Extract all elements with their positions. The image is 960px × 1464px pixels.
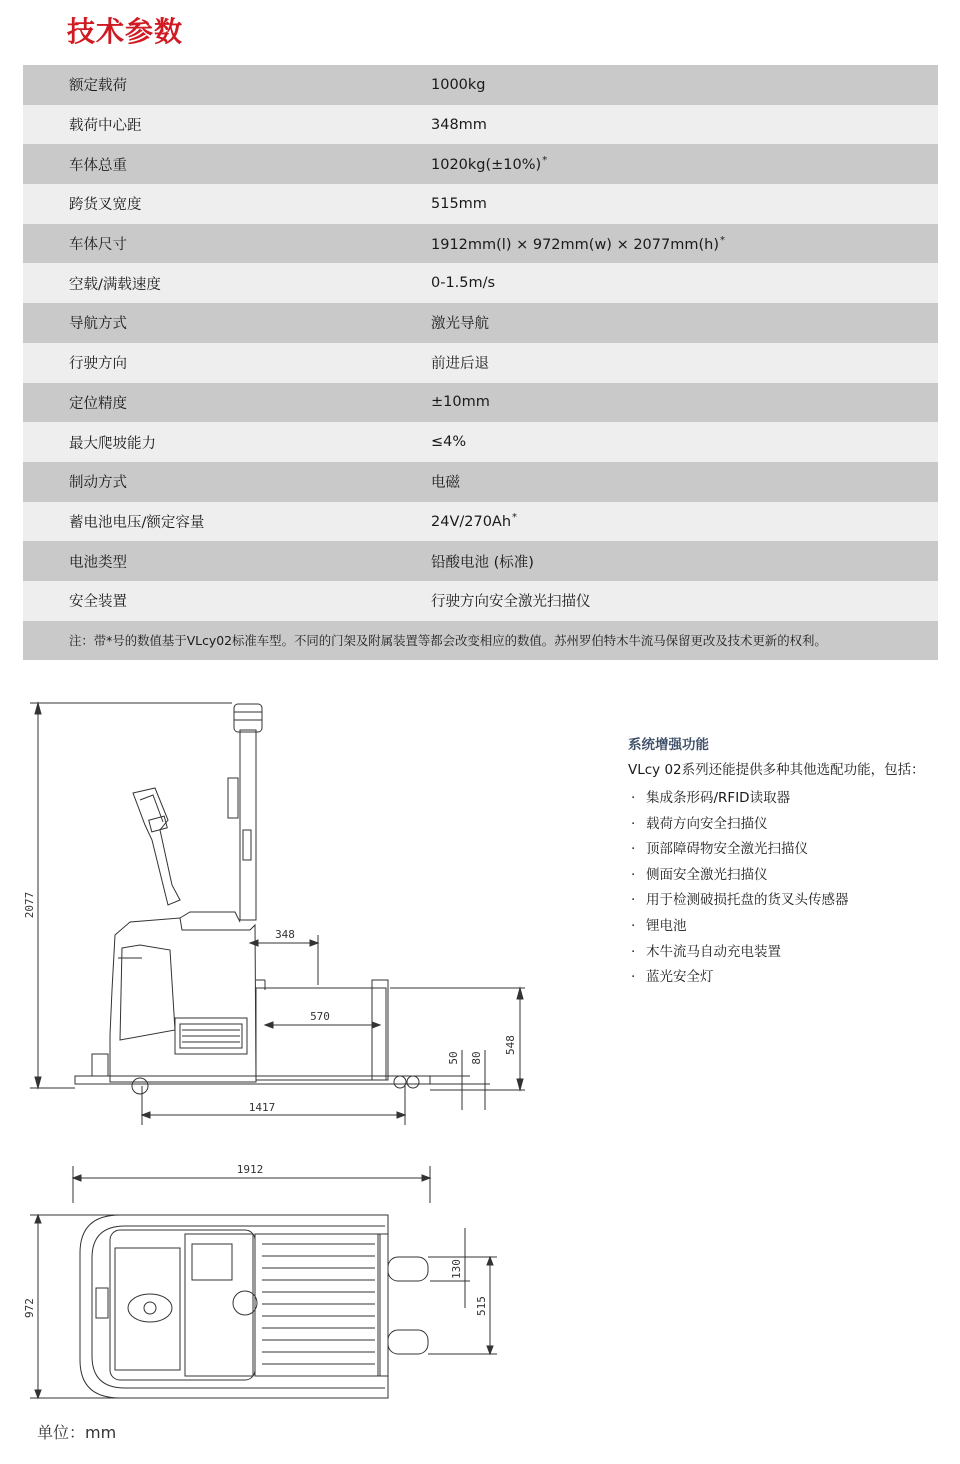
spec-value	[431, 551, 938, 572]
dim-570: 570	[310, 1010, 330, 1023]
dim-130: 130	[450, 1259, 463, 1279]
spec-label: 定位精度	[69, 395, 127, 412]
spec-label: 最大爬坡能力	[69, 435, 156, 452]
spec-label: 车体总重	[69, 157, 127, 174]
features-list	[628, 786, 938, 991]
spec-value	[431, 394, 938, 410]
spec-value-text: 激光导航	[431, 316, 489, 333]
spec-label: 安全装置	[69, 594, 127, 611]
spec-label: 跨货叉宽度	[69, 197, 142, 214]
spec-row	[23, 541, 938, 581]
spec-value	[431, 196, 938, 212]
spec-value	[431, 312, 938, 333]
spec-row	[23, 144, 938, 184]
feature-item: · 载荷方向安全扫描仪	[628, 812, 938, 838]
spec-value-text: 铅酸电池 (标准)	[431, 554, 534, 571]
feature-item: · 侧面安全激光扫描仪	[628, 863, 938, 889]
spec-value	[431, 77, 938, 93]
footnote-marker: *	[719, 234, 725, 246]
spec-value	[431, 352, 938, 373]
spec-value	[431, 512, 938, 530]
spec-value-text: 1000kg	[431, 76, 486, 93]
spec-row	[23, 65, 938, 105]
spec-value-text: 515mm	[431, 195, 487, 212]
spec-row	[23, 303, 938, 343]
spec-note: 注：带*号的数值基于VLcy02标准车型。不同的门架及附属装置等都会改变相应的数值。苏州罗伯特木牛流马保留更改及技术更新的权利。	[23, 621, 938, 660]
feature-item: · 顶部障碍物安全激光扫描仪	[628, 837, 938, 863]
top-view-drawing	[0, 1158, 520, 1408]
spec-value-text: 348mm	[431, 116, 487, 133]
feature-item: · 用于检测破损托盘的货叉头传感器	[628, 888, 938, 914]
spec-label: 导航方式	[69, 316, 127, 333]
dim-348: 348	[275, 928, 295, 941]
spec-value-text: 1020kg(±10%)	[431, 157, 542, 174]
spec-row	[23, 422, 938, 462]
dim-515: 515	[475, 1296, 488, 1316]
spec-value-text: ±10mm	[431, 394, 490, 411]
footnote-marker: *	[512, 512, 518, 524]
features-intro: VLcy 02系列还能提供多种其他选配功能，包括：	[628, 762, 925, 778]
spec-value-text: 行驶方向安全激光扫描仪	[431, 594, 591, 611]
spec-value-text: ≤4%	[431, 434, 467, 451]
spec-label: 车体尺寸	[69, 237, 127, 254]
spec-label: 额定载荷	[69, 78, 127, 95]
footnote-marker: *	[542, 155, 548, 167]
spec-value	[431, 434, 938, 450]
dim-1417: 1417	[248, 1101, 276, 1114]
spec-label: 行驶方向	[69, 356, 127, 373]
side-view-drawing	[0, 690, 560, 1130]
features-title: 系统增强功能	[628, 737, 709, 753]
spec-row	[23, 224, 938, 264]
spec-value-text: 0-1.5m/s	[431, 275, 496, 292]
spec-value-text: 1912mm(l) × 972mm(w) × 2077mm(h)	[431, 236, 719, 253]
spec-value-text: 24V/270Ah	[431, 514, 512, 531]
dim-50: 50	[447, 1051, 460, 1065]
dim-972: 972	[23, 1298, 36, 1318]
spec-value	[431, 155, 938, 173]
unit-label: 单位：mm	[37, 1423, 117, 1442]
spec-value	[431, 590, 938, 611]
spec-label: 蓄电池电压/额定容量	[69, 514, 205, 531]
features-panel	[628, 733, 938, 991]
spec-row	[23, 184, 938, 224]
spec-row	[23, 581, 938, 621]
spec-value	[431, 471, 938, 492]
dim-548: 548	[504, 1035, 517, 1055]
dim-80: 80	[470, 1051, 483, 1065]
spec-label: 空载/满载速度	[69, 276, 161, 293]
spec-value	[431, 275, 938, 291]
feature-item: · 锂电池	[628, 914, 938, 940]
spec-label: 电池类型	[69, 554, 127, 571]
spec-row	[23, 105, 938, 145]
spec-label: 载荷中心距	[69, 118, 142, 135]
spec-row	[23, 462, 938, 502]
spec-row	[23, 263, 938, 303]
spec-table	[23, 65, 938, 660]
dim-2077: 2077	[23, 891, 36, 919]
spec-row	[23, 383, 938, 423]
feature-item: · 木牛流马自动充电装置	[628, 940, 938, 966]
spec-row	[23, 343, 938, 383]
feature-item: · 蓝光安全灯	[628, 965, 938, 991]
spec-value	[431, 117, 938, 133]
spec-label: 制动方式	[69, 475, 127, 492]
spec-value	[431, 235, 938, 253]
spec-row	[23, 502, 938, 542]
spec-value-text: 电磁	[431, 475, 460, 492]
page-title: 技术参数	[67, 15, 184, 48]
feature-item: · 集成条形码/RFID读取器	[628, 786, 938, 812]
spec-value-text: 前进后退	[431, 356, 489, 373]
dim-1912: 1912	[236, 1163, 264, 1176]
